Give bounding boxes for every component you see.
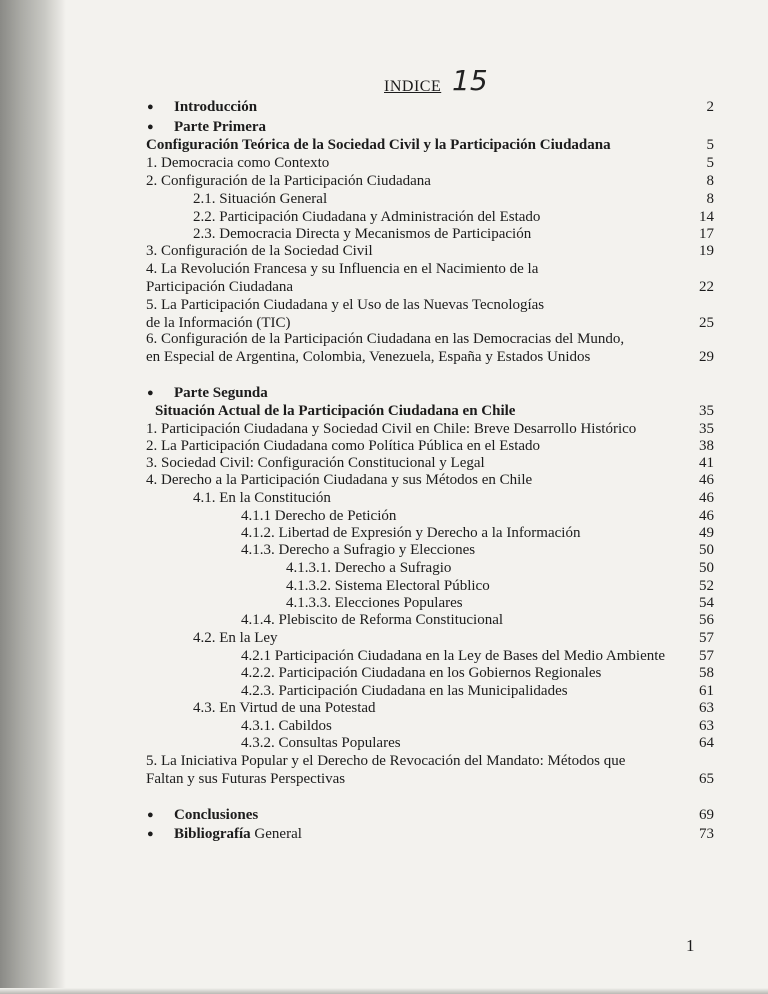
toc-entry-title: 2. Configuración de la Participación Ciudadana xyxy=(146,173,431,189)
toc-entry xyxy=(0,136,768,154)
toc-entry-page: 57 xyxy=(699,630,714,646)
toc-entry-title: en Especial de Argentina, Colombia, Venezuela, España y Estados Unidos xyxy=(146,349,591,365)
toc-entry-title: 4.1.4. Plebiscito de Reforma Constitucional xyxy=(241,612,504,628)
toc-entry-page: 73 xyxy=(699,826,714,842)
toc-entry-title: 4.3.2. Consultas Populares xyxy=(241,735,401,751)
toc-entry-page: 46 xyxy=(699,490,714,506)
toc-entry-page: 35 xyxy=(699,403,714,419)
toc-entry-title: 4.1.3.3. Elecciones Populares xyxy=(286,595,463,611)
toc-entry xyxy=(0,647,768,665)
toc-entry xyxy=(0,507,768,525)
toc-entry xyxy=(0,577,768,595)
toc-entry-page: 52 xyxy=(699,578,714,594)
toc-entry-title: 4.1. En la Constitución xyxy=(193,490,331,506)
toc-entry-title: 5. La Participación Ciudadana y el Uso de las Nuevas Tecnologías xyxy=(146,297,545,313)
toc-entry xyxy=(0,699,768,717)
toc-entry-page: 17 xyxy=(699,226,714,242)
toc-entry-title: de la Información (TIC) xyxy=(146,315,291,331)
toc-entry-page: 8 xyxy=(706,191,714,207)
toc-entry xyxy=(0,717,768,735)
toc-entry-title: 4.1.2. Libertad de Expresión y Derecho a la Información xyxy=(241,525,581,541)
toc-entry-page: 2 xyxy=(706,99,714,115)
toc-entry xyxy=(0,154,768,172)
toc-entry-title: 4.1.3. Derecho a Sufragio y Elecciones xyxy=(241,542,476,558)
toc-entry-title: 2.2. Participación Ciudadana y Administración del Estado xyxy=(193,209,541,225)
toc-entry xyxy=(0,260,768,278)
toc-entry-page: 63 xyxy=(699,700,714,716)
toc-entry xyxy=(0,682,768,700)
toc-entry-page: 5 xyxy=(706,155,714,171)
toc-entry-page: 46 xyxy=(699,508,714,524)
toc-entry-title: Participación Ciudadana xyxy=(146,279,294,295)
toc-entry xyxy=(0,384,768,402)
toc-entry-page: 38 xyxy=(699,438,714,454)
toc-entry-title: 4.1.3.2. Sistema Electoral Público xyxy=(286,578,490,594)
toc-entry-title: 1. Democracia como Contexto xyxy=(146,155,330,171)
toc-entry-title: 4.3. En Virtud de una Potestad xyxy=(193,700,376,716)
toc-entry xyxy=(0,559,768,577)
toc-entry xyxy=(0,420,768,438)
toc-entry-title: 3. Configuración de la Sociedad Civil xyxy=(146,243,373,259)
toc-entry-title: 1. Participación Ciudadana y Sociedad Civil en Chile: Breve Desarrollo Histórico xyxy=(146,421,637,437)
toc-entry-title: Conclusiones xyxy=(174,807,259,823)
toc-entry-title: Introducción xyxy=(174,99,258,115)
toc-entry-title: 4. Derecho a la Participación Ciudadana y sus Métodos en Chile xyxy=(146,472,533,488)
toc-entry xyxy=(0,98,768,116)
bullet-icon: ● xyxy=(147,101,154,113)
toc-entry xyxy=(0,278,768,296)
toc-entry-page: 65 xyxy=(699,771,714,787)
toc-entry-page: 25 xyxy=(699,315,714,331)
toc-entry-title: Situación Actual de la Participación Ciudadana en Chile xyxy=(155,403,516,419)
toc-entry xyxy=(0,190,768,208)
bullet-icon: ● xyxy=(147,121,154,133)
toc-entry-page: 54 xyxy=(699,595,714,611)
toc-entry-page: 5 xyxy=(706,137,714,153)
toc-entry xyxy=(0,489,768,507)
page-number: 1 xyxy=(686,936,695,955)
toc-entry-page: 50 xyxy=(699,542,714,558)
toc-entry-page: 14 xyxy=(699,209,714,225)
toc-entry xyxy=(0,541,768,559)
toc-entry-page: 61 xyxy=(699,683,714,699)
toc-entry xyxy=(0,225,768,243)
toc-entry xyxy=(0,208,768,226)
toc-entry xyxy=(0,454,768,472)
toc-entry-page: 63 xyxy=(699,718,714,734)
toc-entry-title: 3. Sociedad Civil: Configuración Constitucional y Legal xyxy=(146,455,485,471)
toc-entry-title: 4.3.1. Cabildos xyxy=(241,718,332,734)
toc-entry-title: 4.1.1 Derecho de Petición xyxy=(241,508,397,524)
toc-entry xyxy=(0,172,768,190)
toc-entry xyxy=(0,594,768,612)
toc-entry xyxy=(0,734,768,752)
toc-entry-title: 4.2.2. Participación Ciudadana en los Gobiernos Regionales xyxy=(241,665,602,681)
toc-entry xyxy=(0,806,768,824)
toc-entry xyxy=(0,242,768,260)
toc-entry-title: 6. Configuración de la Participación Ciudadana en las Democracias del Mundo, xyxy=(146,331,625,347)
toc-entry-title: Configuración Teórica de la Sociedad Civil y la Participación Ciudadana xyxy=(146,137,611,153)
toc-entry-page: 35 xyxy=(699,421,714,437)
toc-entry xyxy=(0,402,768,420)
toc-entry-page: 58 xyxy=(699,665,714,681)
toc-entry-page: 50 xyxy=(699,560,714,576)
toc-entry-title: 2.3. Democracia Directa y Mecanismos de Participación xyxy=(193,226,532,242)
toc-entry-page: 64 xyxy=(699,735,714,751)
toc-entry-title: 2. La Participación Ciudadana como Política Pública en el Estado xyxy=(146,438,541,454)
toc-entry xyxy=(0,348,768,366)
toc-entry-title: Parte Primera xyxy=(174,119,267,135)
bullet-icon: ● xyxy=(147,809,154,821)
scan-shadow-bottom xyxy=(0,988,768,994)
toc-entry-title: Bibliografía General xyxy=(174,826,302,842)
toc-entry xyxy=(0,296,768,314)
toc-entry-title: Faltan y sus Futuras Perspectivas xyxy=(146,771,346,787)
toc-entry xyxy=(0,770,768,788)
toc-entry xyxy=(0,118,768,136)
toc-entry xyxy=(0,471,768,489)
toc-entry-title: 4.2. En la Ley xyxy=(193,630,278,646)
bullet-icon: ● xyxy=(147,828,154,840)
toc-entry xyxy=(0,437,768,455)
toc-entry-title: 5. La Iniciativa Popular y el Derecho de Revocación del Mandato: Métodos que xyxy=(146,753,626,769)
toc-entry-title: Parte Segunda xyxy=(174,385,268,401)
toc-entry-page: 69 xyxy=(699,807,714,823)
toc-entry-page: 19 xyxy=(699,243,714,259)
toc-entry xyxy=(0,629,768,647)
toc-entry xyxy=(0,664,768,682)
toc-entry-page: 46 xyxy=(699,472,714,488)
bullet-icon: ● xyxy=(147,387,154,399)
page-title: INDICE xyxy=(384,78,442,95)
toc-entry-page: 41 xyxy=(699,455,714,471)
toc-entry-title: 4.2.1 Participación Ciudadana en la Ley de Bases del Medio Ambiente xyxy=(241,648,666,664)
toc-entry-title: 4. La Revolución Francesa y su Influencia en el Nacimiento de la xyxy=(146,261,539,277)
toc-entry xyxy=(0,524,768,542)
toc-entry-page: 57 xyxy=(699,648,714,664)
toc-entry-title: 4.2.3. Participación Ciudadana en las Municipalidades xyxy=(241,683,568,699)
toc-entry-title: 2.1. Situación General xyxy=(193,191,328,207)
toc-entry xyxy=(0,752,768,770)
toc-entry-title: 4.1.3.1. Derecho a Sufragio xyxy=(286,560,452,576)
toc-entry xyxy=(0,330,768,348)
toc-entry-page: 29 xyxy=(699,349,714,365)
toc-entry-page: 8 xyxy=(706,173,714,189)
toc-entry-page: 49 xyxy=(699,525,714,541)
toc-entry xyxy=(0,611,768,629)
toc-entry-page: 56 xyxy=(699,612,714,628)
handwritten-page-mark: 15 xyxy=(452,64,488,97)
toc-entry-page: 22 xyxy=(699,279,714,295)
toc-entry xyxy=(0,825,768,843)
